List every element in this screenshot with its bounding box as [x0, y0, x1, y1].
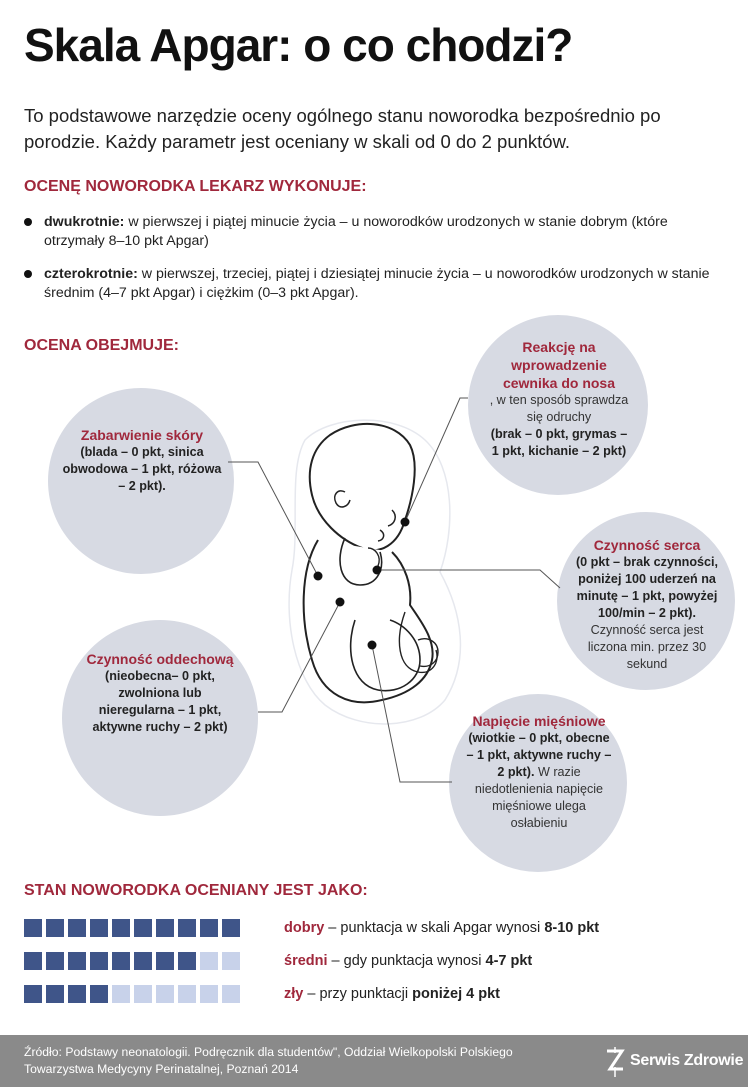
score-square-filled: [90, 952, 108, 970]
status-value: poniżej 4 pkt: [412, 986, 500, 1002]
score-square-empty: [178, 985, 196, 1003]
skin-detail: (blada – 0 pkt, sinica obwodowa – 1 pkt, różowa – 2 pkt).: [62, 445, 222, 493]
score-square-empty: [134, 985, 152, 1003]
heart-note: Czynność serca jest liczona min. przez 30 sekund: [587, 623, 707, 671]
heart-detail: (0 pkt – brak czynności, poniżej 100 uderzeń na minutę – 1 pkt, powyżej 100/min – 2 pkt).: [575, 555, 719, 620]
score-square-filled: [24, 919, 42, 937]
status-heading: STAN NOWORODKA OCENIANY JEST JAKO:: [24, 882, 368, 899]
score-square-filled: [68, 919, 86, 937]
score-square-filled: [46, 985, 64, 1003]
heart-title: Czynność serca: [593, 537, 701, 553]
heart-criterion: [570, 536, 724, 673]
status-value: 8-10 pkt: [544, 920, 600, 936]
status-key: zły: [284, 986, 304, 1002]
score-square-filled: [134, 952, 152, 970]
muscle-detail: (wiotkie – 0 pkt, obecne – 1 pkt, aktywne ruchy – 2 pkt).: [466, 731, 612, 779]
score-square-filled: [68, 952, 86, 970]
breath-title: Czynność oddechową: [86, 651, 234, 667]
skin-title: Zabarwienie skóry: [80, 427, 204, 443]
score-square-filled: [156, 952, 174, 970]
score-square-filled: [90, 985, 108, 1003]
assessment-text: w pierwszej i piątej minucie życia – u noworodków urodzonych w stanie dobrym (które otrzymały 8–10 pkt Apgar): [44, 214, 668, 249]
assessment-term: dwukrotnie:: [44, 214, 125, 230]
status-key: średni: [284, 953, 328, 969]
score-square-empty: [200, 952, 218, 970]
score-square-filled: [222, 919, 240, 937]
score-square-filled: [156, 919, 174, 937]
score-square-filled: [46, 952, 64, 970]
score-square-filled: [24, 952, 42, 970]
score-square-empty: [222, 952, 240, 970]
score-square-empty: [222, 985, 240, 1003]
muscle-note: W razie niedotlenienia napięcie mięśniowe ulega osłabieniu: [474, 765, 604, 830]
score-square-empty: [156, 985, 174, 1003]
source-text: Źródło: Podstawy neonatologii. Podręcznik dla studentów", Oddział Wielkopolski Polskiego Towarzystwa Medycyny Perinatalnej, Poznań 2014: [24, 1045, 513, 1076]
status-label: [284, 920, 599, 936]
score-square-filled: [178, 919, 196, 937]
muscle-criterion: [466, 712, 612, 832]
score-square-filled: [24, 985, 42, 1003]
assessment-text: w pierwszej, trzeciej, piątej i dziesiątej minucie życia – u noworodków urodzonych w stanie średnim (4–7 pkt Apgar) i ciężkim (0–3 pkt Apgar).: [44, 266, 710, 301]
reflex-note: , w ten sposób sprawdza się odruchy: [489, 393, 629, 424]
reflex-detail: (brak – 0 pkt, grymas – 1 pkt, kichanie – 2 pkt): [490, 427, 628, 458]
score-square-empty: [200, 985, 218, 1003]
status-label: [284, 953, 532, 969]
reflex-title: Reakcję na wprowadzenie cewnika do nosa: [502, 339, 616, 391]
breath-criterion: [80, 650, 240, 736]
score-square-filled: [90, 919, 108, 937]
brand-logo[interactable]: [604, 1047, 744, 1077]
criteria-heading: OCENA OBEJMUJE:: [24, 337, 179, 354]
score-square-empty: [112, 985, 130, 1003]
score-square-filled: [112, 952, 130, 970]
breath-detail: (nieobecna– 0 pkt, zwolniona lub nieregularna – 1 pkt, aktywne ruchy – 2 pkt): [92, 669, 228, 734]
score-square-filled: [200, 919, 218, 937]
status-key: dobry: [284, 920, 325, 936]
score-square-filled: [178, 952, 196, 970]
assessment-heading: OCENĘ NOWORODKA LEKARZ WYKONUJE:: [24, 178, 367, 195]
page-title: Skala Apgar: o co chodzi?: [24, 19, 573, 71]
status-text: – punktacja w skali Apgar wynosi: [324, 920, 545, 936]
status-value: 4-7 pkt: [485, 953, 533, 969]
reflex-criterion: [486, 338, 632, 460]
score-square-filled: [134, 919, 152, 937]
status-text: – gdy punktacja wynosi: [327, 953, 486, 969]
brand-name: Serwis Zdrowie: [630, 1052, 744, 1069]
skin-criterion: [62, 426, 222, 495]
status-text: – przy punktacji: [303, 986, 413, 1002]
score-square-filled: [68, 985, 86, 1003]
score-square-filled: [112, 919, 130, 937]
assessment-term: czterokrotnie:: [44, 266, 138, 282]
score-square-filled: [46, 919, 64, 937]
status-label: [284, 986, 500, 1002]
muscle-title: Napięcie mięśniowe: [472, 713, 606, 729]
logo-z-icon: [604, 1047, 626, 1077]
footer: [0, 1035, 748, 1087]
intro-text: To podstawowe narzędzie oceny ogólnego stanu noworodka bezpośrednio po porodzie. Każdy parametr jest oceniany w skali od 0 do 2 punktów.: [24, 105, 661, 152]
